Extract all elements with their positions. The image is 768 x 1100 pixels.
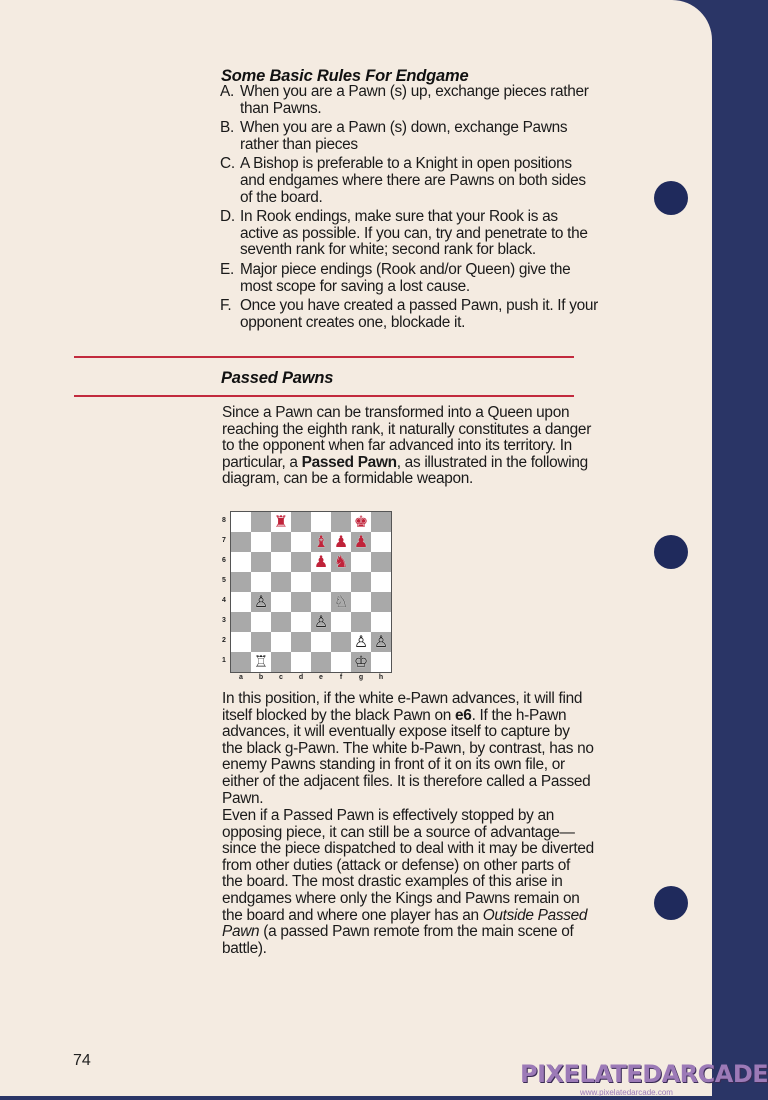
square-f7 bbox=[331, 532, 351, 552]
square-a7 bbox=[231, 532, 251, 552]
square-c6 bbox=[271, 552, 291, 572]
rule-item bbox=[220, 120, 600, 153]
file-label: f bbox=[339, 674, 343, 681]
square-f2 bbox=[331, 632, 351, 652]
binder-hole-top bbox=[654, 181, 688, 215]
square-e3 bbox=[311, 612, 331, 632]
endgame-rules-list bbox=[220, 84, 600, 334]
square-e2 bbox=[311, 632, 331, 652]
white-pawn-icon: ♙ bbox=[373, 632, 389, 651]
square-h6 bbox=[371, 552, 391, 572]
square-g3 bbox=[351, 612, 371, 632]
square-d6 bbox=[291, 552, 311, 572]
rank-label: 3 bbox=[222, 617, 226, 624]
passed-pawns-intro bbox=[222, 405, 594, 488]
file-label: h bbox=[378, 674, 384, 681]
square-h4 bbox=[371, 592, 391, 612]
rule-text: When you are a Pawn (s) up, exchange pieces rather than Pawns. bbox=[240, 83, 589, 117]
paragraph-text-end: (a passed Pawn remote from the main scene of battle). bbox=[222, 923, 574, 957]
rank-label: 6 bbox=[222, 557, 226, 564]
square-b5 bbox=[251, 572, 271, 592]
rule-item bbox=[220, 262, 600, 295]
binder-hole-middle bbox=[654, 535, 688, 569]
square-h2 bbox=[371, 632, 391, 652]
binder-hole-bottom bbox=[654, 886, 688, 920]
explanation-text: In this position, if the white e-Pawn advances, it will find itself blocked by the black Pawn on bbox=[222, 690, 583, 724]
rule-letter: E. bbox=[220, 260, 234, 278]
square-h5 bbox=[371, 572, 391, 592]
square-h3 bbox=[371, 612, 391, 632]
square-e4 bbox=[311, 592, 331, 612]
rank-label: 1 bbox=[222, 657, 226, 664]
file-label: d bbox=[298, 674, 304, 681]
square-e6: e6 bbox=[455, 706, 472, 724]
white-pawn-icon: ♙ bbox=[353, 632, 369, 651]
file-label: e bbox=[319, 674, 323, 681]
square-a1 bbox=[231, 652, 251, 672]
square-f1 bbox=[331, 652, 351, 672]
square-b7 bbox=[251, 532, 271, 552]
file-label: b bbox=[258, 674, 264, 681]
white-knight-icon: ♘ bbox=[333, 592, 349, 611]
page-number: 74 bbox=[73, 1052, 91, 1069]
intro-term: Passed Pawn bbox=[301, 453, 397, 471]
square-f6 bbox=[331, 552, 351, 572]
intro-text-end: , as illustrated in the following diagram, can be a formidable weapon. bbox=[222, 453, 588, 488]
square-d7 bbox=[291, 532, 311, 552]
black-king-icon: ♚ bbox=[353, 512, 369, 531]
square-c2 bbox=[271, 632, 291, 652]
rule-letter: C. bbox=[220, 155, 235, 173]
square-a6 bbox=[231, 552, 251, 572]
square-d4 bbox=[291, 592, 311, 612]
square-b1 bbox=[251, 652, 271, 672]
black-rook-icon: ♜ bbox=[273, 512, 289, 531]
square-g6 bbox=[351, 552, 371, 572]
square-a2 bbox=[231, 632, 251, 652]
square-e7 bbox=[311, 532, 331, 552]
watermark-url: www.pixelatedarcade.com bbox=[580, 1088, 673, 1097]
outside-passed-pawn-paragraph bbox=[222, 808, 594, 957]
black-pawn-icon: ♟ bbox=[313, 552, 329, 571]
rule-letter: A. bbox=[220, 83, 234, 100]
square-b4 bbox=[251, 592, 271, 612]
square-a4 bbox=[231, 592, 251, 612]
square-c3 bbox=[271, 612, 291, 632]
square-b3 bbox=[251, 612, 271, 632]
intro-text: Since a Pawn can be transformed into a Queen upon reaching the eighth rank, it naturally constitutes a danger to the opponent when far advanced into its territory. In particular, a bbox=[222, 404, 592, 471]
square-c1 bbox=[271, 652, 291, 672]
black-knight-icon: ♞ bbox=[333, 552, 349, 571]
file-label: a bbox=[239, 674, 243, 681]
square-h8 bbox=[371, 512, 391, 532]
square-f4 bbox=[331, 592, 351, 612]
square-c4 bbox=[271, 592, 291, 612]
square-g1 bbox=[351, 652, 371, 672]
square-d2 bbox=[291, 632, 311, 652]
rank-label: 8 bbox=[222, 517, 226, 524]
square-b6 bbox=[251, 552, 271, 572]
square-d3 bbox=[291, 612, 311, 632]
square-a8 bbox=[231, 512, 251, 532]
file-label: c bbox=[279, 674, 283, 681]
square-f8 bbox=[331, 512, 351, 532]
square-g2 bbox=[351, 632, 371, 652]
square-a5 bbox=[231, 572, 251, 592]
passed-pawns-heading: Passed Pawns bbox=[221, 369, 334, 387]
square-d1 bbox=[291, 652, 311, 672]
square-e8 bbox=[311, 512, 331, 532]
square-g7 bbox=[351, 532, 371, 552]
rank-label: 2 bbox=[222, 637, 226, 644]
square-b8 bbox=[251, 512, 271, 532]
square-e5 bbox=[311, 572, 331, 592]
rule-text: A Bishop is preferable to a Knight in open positions and endgames where there are Pawns on both sides of the board. bbox=[240, 155, 586, 206]
white-pawn-icon: ♙ bbox=[313, 612, 329, 631]
square-a3 bbox=[231, 612, 251, 632]
file-label: g bbox=[358, 674, 364, 681]
rank-label: 7 bbox=[222, 537, 226, 544]
rule-item bbox=[220, 209, 600, 259]
square-g4 bbox=[351, 592, 371, 612]
black-bishop-icon: ♝ bbox=[313, 532, 329, 551]
black-pawn-icon: ♟ bbox=[353, 532, 369, 551]
square-d8 bbox=[291, 512, 311, 532]
square-d5 bbox=[291, 572, 311, 592]
white-king-icon: ♔ bbox=[353, 652, 369, 671]
section-divider-bottom bbox=[74, 395, 574, 397]
square-b2 bbox=[251, 632, 271, 652]
rank-label: 5 bbox=[222, 577, 226, 584]
paragraph-text: Even if a Passed Pawn is effectively stopped by an opposing piece, it can still be a source of advantage—since the piece dispatched to deal with it may be diverted from other duties (attack or defense) on other parts of the board. The most drastic examples of this arise in endgames where only the Kings and Pawns remain on the board and where one player has an bbox=[222, 807, 594, 924]
rule-item bbox=[220, 156, 600, 206]
rule-letter: D. bbox=[220, 208, 235, 226]
white-pawn-icon: ♙ bbox=[253, 592, 269, 611]
rule-text: Major piece endings (Rook and/or Queen) give the most scope for saving a lost cause. bbox=[240, 260, 571, 295]
rule-letter: F. bbox=[220, 297, 232, 315]
square-e6 bbox=[311, 552, 331, 572]
square-g5 bbox=[351, 572, 371, 592]
square-h7 bbox=[371, 532, 391, 552]
rule-text: Once you have created a passed Pawn, push it. If your opponent creates one, blockade it. bbox=[240, 297, 598, 331]
black-pawn-icon: ♟ bbox=[333, 532, 349, 551]
outside-passed-pawn-term: Outside Passed Pawn bbox=[222, 906, 588, 941]
rule-letter: B. bbox=[220, 119, 234, 137]
white-rook-icon: ♖ bbox=[253, 652, 269, 671]
square-c8 bbox=[271, 512, 291, 532]
square-c5 bbox=[271, 572, 291, 592]
square-e1 bbox=[311, 652, 331, 672]
position-explanation bbox=[222, 691, 594, 807]
section-divider-top bbox=[74, 356, 574, 358]
explanation-text-end: . If the h-Pawn advances, it will eventually expose itself to capture by the black g-Pawn. The white b-Pawn, by contrast, has no enemy Pawns standing in front of it on its own file, or either of the adjacent files. It is therefore called a Passed Pawn. bbox=[222, 706, 594, 807]
watermark-logo: PIXELATEDARCADE bbox=[520, 1060, 768, 1088]
square-c7 bbox=[271, 532, 291, 552]
square-h1 bbox=[371, 652, 391, 672]
rule-item bbox=[220, 84, 600, 117]
rule-item bbox=[220, 298, 600, 331]
endgame-rules-heading: Some Basic Rules For Endgame bbox=[221, 67, 469, 85]
square-g8 bbox=[351, 512, 371, 532]
rule-text: In Rook endings, make sure that your Rook is as active as possible. If you can, try and penetrate to the seventh rank for white; second rank for black. bbox=[240, 208, 588, 259]
square-f5 bbox=[331, 572, 351, 592]
rank-label: 4 bbox=[222, 597, 226, 604]
square-f3 bbox=[331, 612, 351, 632]
rule-text: When you are a Pawn (s) down, exchange Pawns rather than pieces bbox=[240, 119, 568, 153]
chess-diagram bbox=[230, 511, 392, 673]
